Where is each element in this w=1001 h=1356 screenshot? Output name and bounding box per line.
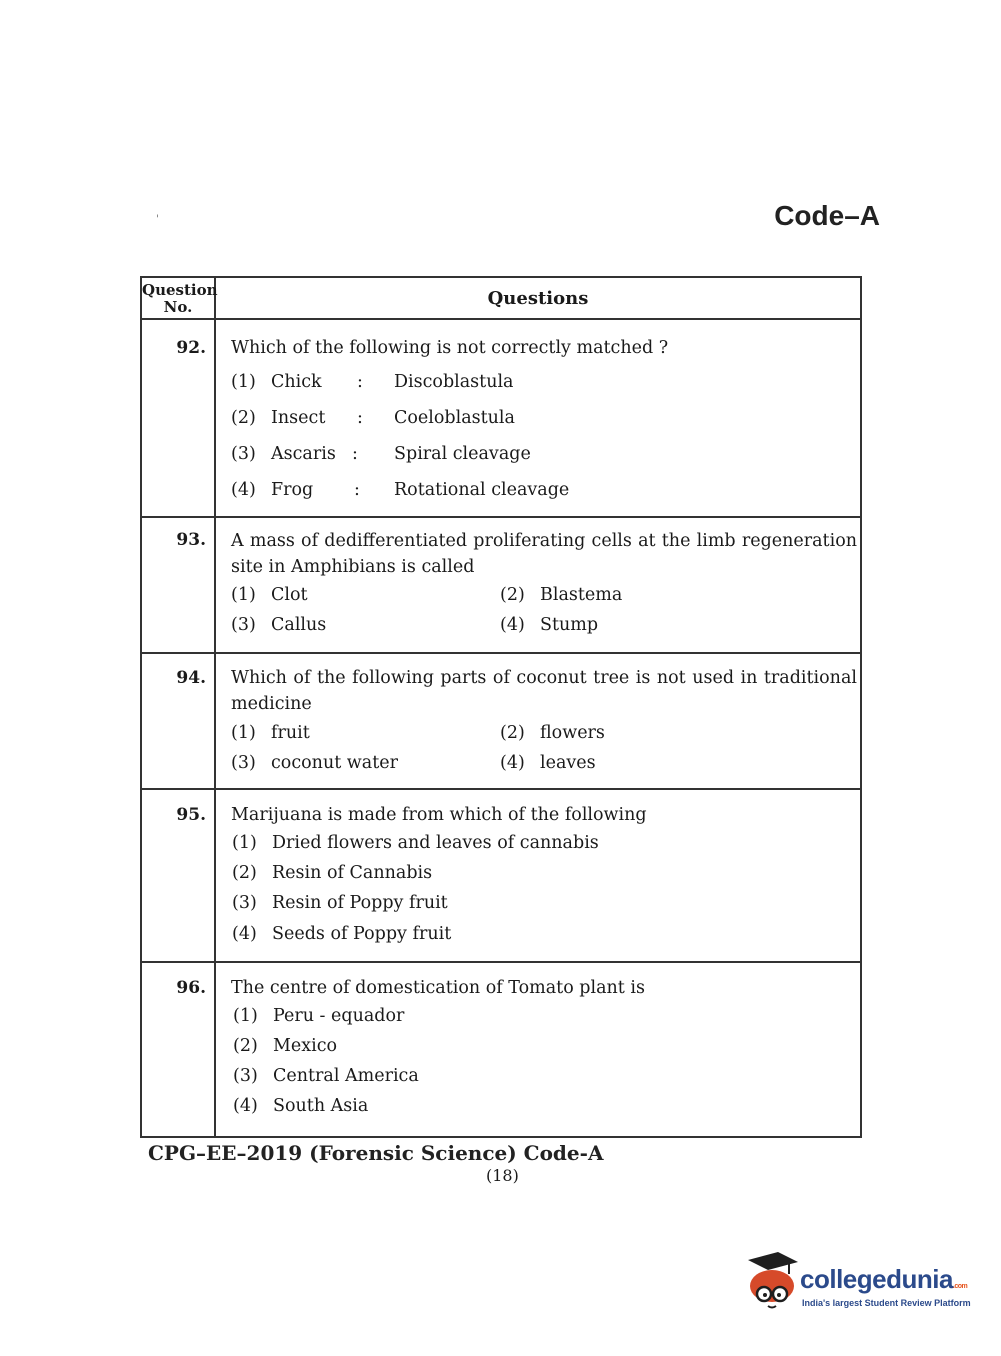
- questions-table: [140, 276, 862, 1138]
- option-text: Mexico: [273, 1036, 338, 1056]
- option-number: (3): [233, 1066, 258, 1086]
- option-number: (1): [231, 723, 256, 743]
- option-text: Resin of Cannabis: [272, 863, 433, 883]
- option-3: [231, 753, 398, 773]
- option-number: (3): [231, 753, 256, 773]
- option-3: [231, 615, 326, 635]
- collegedunia-logo: [744, 1250, 974, 1320]
- page-number: (18): [486, 1166, 519, 1185]
- option-4: [500, 615, 598, 635]
- option-number: (4): [233, 1096, 258, 1116]
- option-1: [233, 1006, 404, 1026]
- option-number: (3): [232, 893, 257, 913]
- question-number: 94.: [176, 668, 206, 688]
- option-2: [500, 723, 605, 743]
- row-divider: [142, 652, 860, 654]
- question-text: The centre of domestication of Tomato plant is: [231, 978, 645, 998]
- option-text: Callus: [271, 615, 327, 635]
- header-question-no: Question No.: [142, 281, 218, 316]
- row-divider: [142, 961, 860, 963]
- brand-tagline: India's largest Student Review Platform: [802, 1298, 971, 1308]
- match-colon: :: [354, 480, 360, 500]
- option-3: [233, 1066, 419, 1086]
- option-number: (2): [500, 585, 525, 605]
- option-4: [500, 753, 596, 773]
- option-3: [232, 893, 448, 913]
- option-number: (2): [233, 1036, 258, 1056]
- option-number: (2): [500, 723, 525, 743]
- option-text: fruit: [271, 723, 310, 743]
- question-number: 96.: [176, 978, 206, 998]
- option-number: (3): [231, 615, 256, 635]
- option-2: [231, 408, 325, 428]
- code-title: Code–A: [774, 200, 880, 231]
- option-4: [233, 1096, 368, 1116]
- brand-name-text: collegedunia: [800, 1264, 953, 1294]
- brand-name: [800, 1264, 967, 1295]
- option-1: [231, 372, 322, 392]
- question-text: A mass of dedifferentiated proliferating cells at the limb regeneration site in Amphibians is called: [231, 531, 857, 577]
- option-right: Rotational cleavage: [394, 480, 570, 500]
- option-right: Discoblastula: [394, 372, 514, 392]
- option-left: Chick: [271, 372, 322, 392]
- option-left: Ascaris: [271, 444, 336, 464]
- option-text: leaves: [540, 753, 596, 773]
- option-number: (2): [232, 863, 257, 883]
- brand-suffix: .com: [952, 1283, 968, 1290]
- option-text: Peru - equador: [273, 1006, 405, 1026]
- question-text: Which of the following is not correctly matched ?: [231, 338, 669, 358]
- option-number: (1): [232, 833, 257, 853]
- option-text: coconut water: [271, 753, 398, 773]
- mascot-icon: [744, 1250, 800, 1310]
- question-text: Marijuana is made from which of the following: [231, 805, 647, 825]
- match-colon: :: [357, 408, 363, 428]
- header-questions: Questions: [487, 288, 589, 309]
- option-number: (4): [500, 615, 525, 635]
- option-number: (4): [232, 924, 257, 944]
- question-number: 95.: [176, 805, 206, 825]
- option-text: South Asia: [273, 1096, 369, 1116]
- option-text: flowers: [540, 723, 605, 743]
- question-number: 92.: [176, 338, 206, 358]
- option-text: Central America: [273, 1066, 419, 1086]
- match-colon: :: [352, 444, 358, 464]
- option-right: Spiral cleavage: [394, 444, 531, 464]
- option-3: [231, 444, 336, 464]
- option-text: Blastema: [540, 585, 623, 605]
- exam-footer: CPG–EE–2019 (Forensic Science) Code-A: [148, 1141, 604, 1165]
- option-left: Frog: [271, 480, 314, 500]
- row-divider: [142, 318, 860, 320]
- option-number: (4): [500, 753, 525, 773]
- option-number: (1): [231, 372, 256, 392]
- option-1: [231, 723, 310, 743]
- option-1: [231, 585, 308, 605]
- option-left: Insect: [271, 408, 326, 428]
- option-number: (4): [231, 480, 256, 500]
- match-colon: :: [357, 372, 363, 392]
- option-4: [231, 480, 313, 500]
- row-divider: [142, 788, 860, 790]
- row-divider: [142, 516, 860, 518]
- option-number: (2): [231, 408, 256, 428]
- option-text: Clot: [271, 585, 308, 605]
- option-number: (1): [231, 585, 256, 605]
- option-text: Dried flowers and leaves of cannabis: [272, 833, 599, 853]
- option-number: (1): [233, 1006, 258, 1026]
- column-divider: [214, 278, 216, 1136]
- question-text: Which of the following parts of coconut tree is not used in traditional medicine: [231, 668, 857, 714]
- option-text: Resin of Poppy fruit: [272, 893, 448, 913]
- option-2: [500, 585, 622, 605]
- option-text: Stump: [540, 615, 599, 635]
- option-number: (3): [231, 444, 256, 464]
- question-number: 93.: [176, 530, 206, 550]
- option-text: Seeds of Poppy fruit: [272, 924, 452, 944]
- option-right: Coeloblastula: [394, 408, 515, 428]
- stray-mark: ': [156, 214, 159, 225]
- option-4: [232, 924, 451, 944]
- option-2: [233, 1036, 337, 1056]
- option-2: [232, 863, 432, 883]
- option-1: [232, 833, 599, 853]
